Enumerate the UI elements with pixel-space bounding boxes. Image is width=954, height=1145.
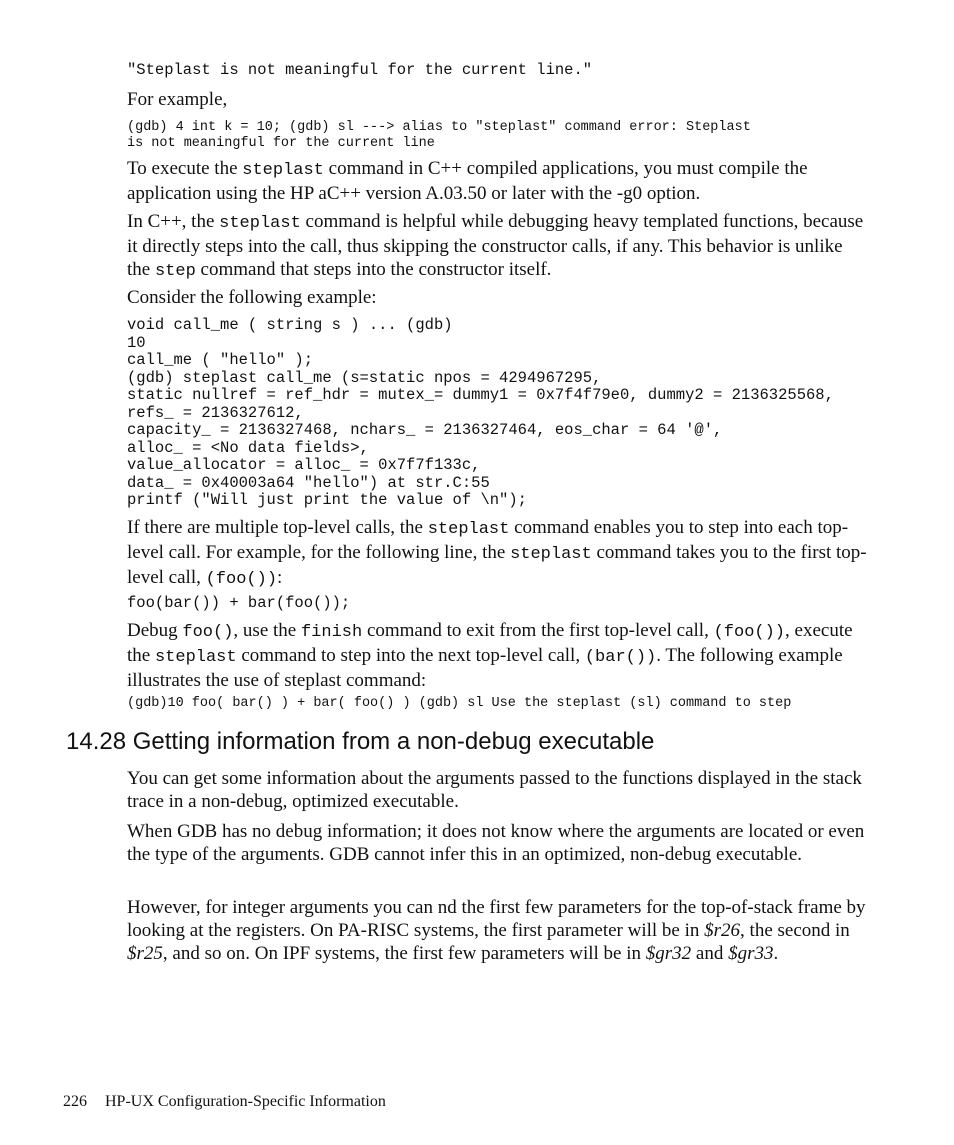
paragraph-cpp-compile: To execute the steplast command in C++ compiled applications, you must compile the application using the HP aC++ version A.03.50 or later with the -g0 option. [127,158,808,204]
page-footer [63,1092,386,1112]
for-example-text: For example, [127,89,228,110]
section-heading: 14.28 Getting information from a non-debug executable [66,728,655,755]
code-block-call-me: void call_me ( string s ) ... (gdb) 10 call_me ( "hello" ); (gdb) steplast call_me (s=static npos = 4294967295, static nullref = ref_hdr = mutex_= dummy1 = 0x7f4f79e0, dummy2 = 2136325568, refs_ = 2136327612, capacity_ = 2136327468, nchars_ = 2136327464, eos_char = 64 '@', alloc_ = <No data fields>, value_allocator = alloc_ = 0x7f7f133c, data_ = 0x40003a64 "hello") at str.C:55 printf ("Will just print the value of \n"); [127,316,834,509]
steplast-error-quote: "Steplast is not meaningful for the current line." [127,61,593,79]
paragraph-registers: However, for integer arguments you can nd the first few parameters for the top-of-stack frame by looking at the registers. On PA-RISC systems, the first parameter will be in $r26, the second in $r25, and so on. On IPF systems, the first few parameters will be in $gr32 and $gr33. [127,897,866,964]
inline-code-steplast: steplast [510,545,592,564]
register-r25: $r25 [127,943,163,964]
inline-code-foo-call: (foo()) [205,570,278,589]
register-r26: $r26 [704,920,741,941]
inline-code-finish: finish [300,623,363,642]
paragraph-debug-foo: Debug foo(), use the finish command to exit from the first top-level call, (foo()), execute the steplast command to step into the next top-level call, (bar()). The following example illustrates the use of steplast command: [127,620,853,691]
register-gr33: $gr33 [728,943,774,964]
inline-code-foo: foo() [182,623,234,642]
inline-code-steplast: steplast [154,648,237,667]
paragraph-no-debug: When GDB has no debug information; it does not know where the arguments are located or even the type of the arguments. GDB cannot infer this in an optimized, non-debug executable. [127,821,865,865]
inline-code-steplast: steplast [219,214,301,233]
footer-title: HP-UX Configuration-Specific Information [105,1093,386,1110]
code-block-sl-command: (gdb)10 foo( bar() ) + bar( foo() ) (gdb) sl Use the steplast (sl) command to step [127,696,792,711]
paragraph-info: You can get some information about the arguments passed to the functions displayed in the stack trace in a non-debug, optimized executable. [127,768,862,812]
paragraph-multiple-calls: If there are multiple top-level calls, the steplast command enables you to step into each top-level call. For example, for the following line, the steplast command takes you to the first top-level call, (foo()): [127,517,867,589]
code-block-error: (gdb) 4 int k = 10; (gdb) sl ---> alias to "steplast" command error: Steplast is not meaningful for the current line [127,120,751,151]
code-block-foo-bar: foo(bar()) + bar(foo()); [127,594,351,612]
inline-code-step: step [154,262,196,281]
inline-code-steplast: steplast [242,161,324,180]
paragraph-templated-functions: In C++, the steplast command is helpful while debugging heavy templated functions, because it directly steps into the call, thus skipping the constructor calls, if any. This behavior is unlike the step command that steps into the constructor itself. [127,211,864,281]
page-number: 226 [63,1093,87,1110]
inline-code-bar-call: (bar()) [584,648,657,667]
register-gr32: $gr32 [645,943,692,964]
consider-example-text: Consider the following example: [127,287,377,308]
inline-code-foo-call: (foo()) [713,623,786,642]
inline-code-steplast: steplast [427,520,510,539]
